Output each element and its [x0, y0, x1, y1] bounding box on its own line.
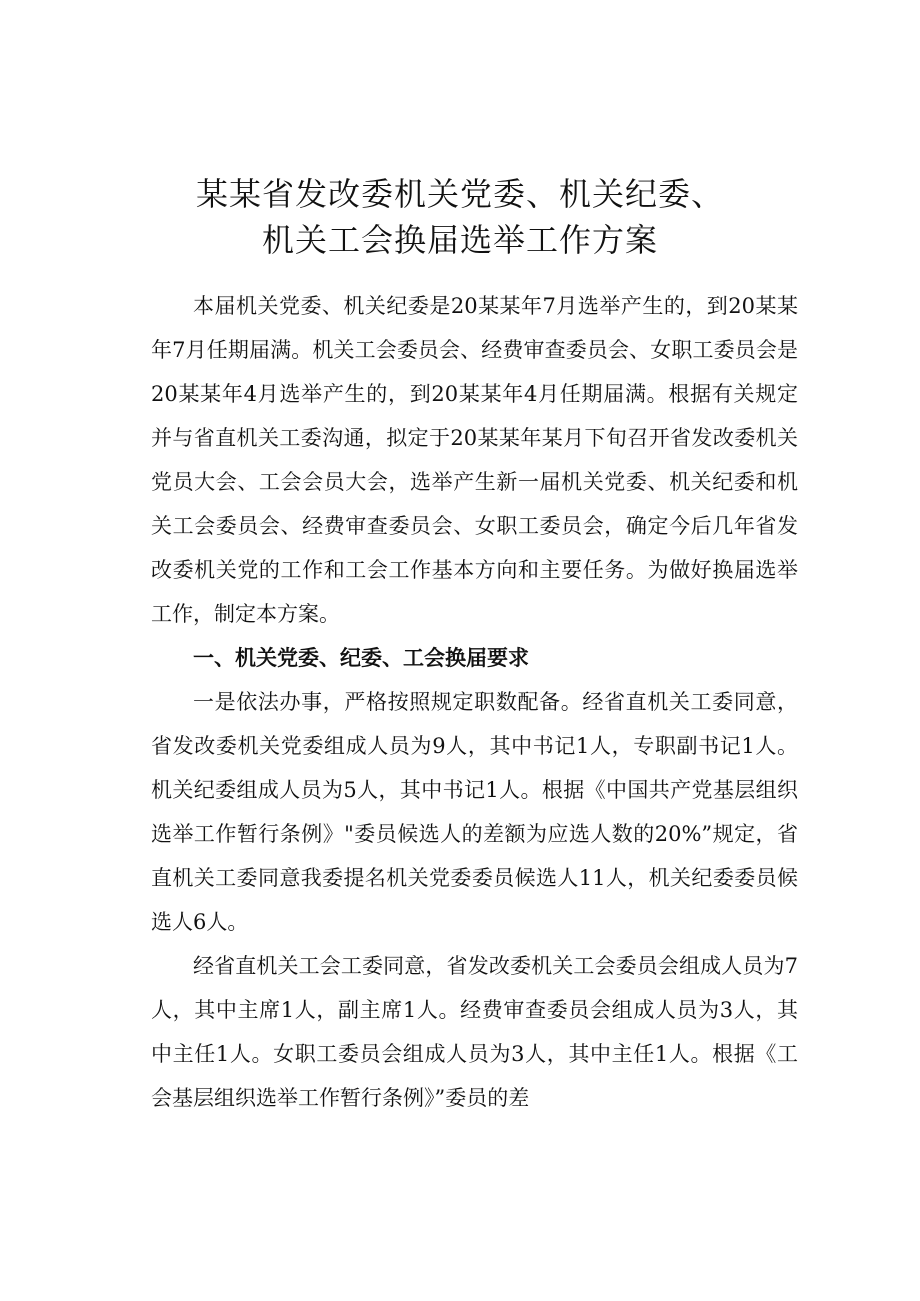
intro-paragraph: 本届机关党委、机关纪委是20某某年7月选举产生的，到20某某年7月任期届满。机关工会委员会、经费审查委员会、女职工委员会是20某某年4月选举产生的，到20某某年4月任期届满。根据有关规定并与省直机关工委沟通，拟定于20某某年某月下旬召开省发改委机关党员大会、工会会员大会，选举产生新一届机关党委、机关纪委和机关工会委员会、经费审查委员会、女职工委员会，确定今后几年省发改委机关党的工作和工会工作基本方向和主要任务。为做好换届选举工作，制定本方案。: [151, 294, 798, 626]
document-body: [151, 284, 798, 1120]
body-paragraph: 经省直机关工会工委同意，省发改委机关工会委员会组成人员为7人，其中主席1人，副主席1人。经费审查委员会组成人员为3人，其中主任1人。女职工委员会组成人员为3人，其中主任1人。根据《工会基层组织选举工作暂行条例》”委员的差: [151, 954, 798, 1110]
document-title-line-2: 机关工会换届选举工作方案: [261, 221, 658, 260]
section-heading: 一、机关党委、纪委、工会换届要求: [193, 646, 529, 670]
document-title: [0, 171, 920, 263]
body-paragraph: 一是依法办事，严格按照规定职数配备。经省直机关工委同意，省发改委机关党委组成人员为9人，其中书记1人，专职副书记1人。机关纪委组成人员为5人，其中书记1人。根据《中国共产党基层组织选举工作暂行条例》"委员候选人的差额为应选人数的20%”规定，省直机关工委同意我委提名机关党委委员候选人11人，机关纪委委员候选人6人。: [151, 690, 798, 934]
document-title-line-1: 某某省发改委机关党委、机关纪委、: [195, 175, 724, 214]
